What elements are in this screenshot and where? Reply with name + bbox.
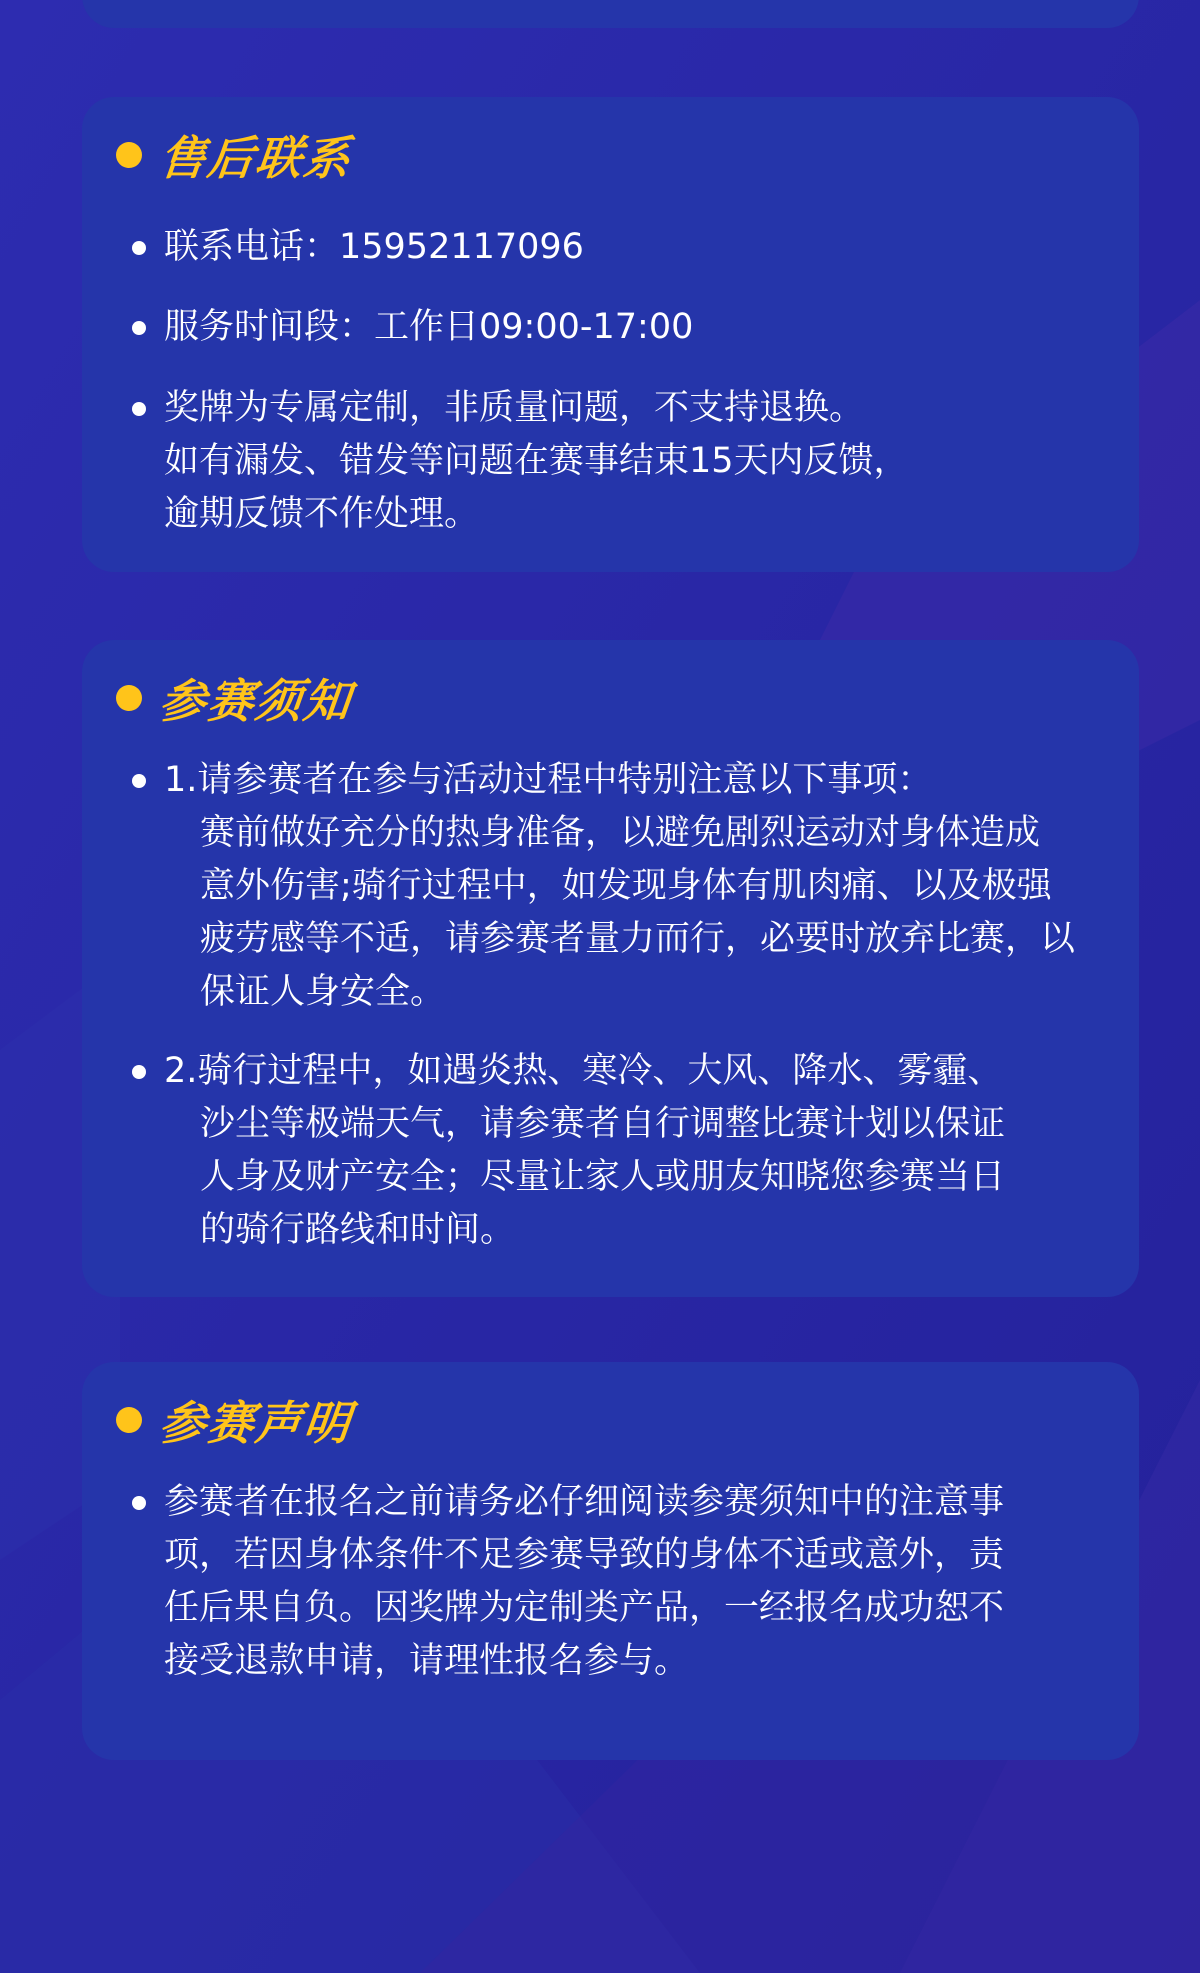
item-line: 奖牌为专属定制，非质量问题，不支持退换。	[164, 388, 865, 428]
section-header	[116, 668, 355, 728]
bullet-icon	[132, 402, 146, 416]
item-line: 2.骑行过程中，如遇炎热、寒冷、大风、降水、雾霾、	[164, 1051, 1003, 1091]
item-sub-line: 意外伤害;骑行过程中，如发现身体有肌肉痛、以及极强	[200, 866, 1052, 906]
section-dot-icon	[116, 1407, 142, 1433]
section-title: 售后联系	[156, 131, 355, 185]
list-item	[132, 221, 584, 274]
item-sub-line: 人身及财产安全；尽量让家人或朋友知晓您参赛当日	[200, 1157, 1006, 1197]
list-item	[132, 382, 909, 541]
section-title: 参赛声明	[156, 1396, 355, 1450]
participation-statement-card	[82, 1362, 1139, 1760]
item-line: 接受退款申请，请理性报名参与。	[164, 1641, 690, 1681]
list-item	[132, 301, 693, 354]
section-dot-icon	[116, 142, 142, 168]
item-line: 任后果自负。因奖牌为定制类产品，一经报名成功恕不	[164, 1588, 1005, 1628]
item-sub-line: 保证人身安全。	[200, 972, 446, 1012]
item-sub-line: 沙尘等极端天气，请参赛者自行调整比赛计划以保证	[200, 1104, 1006, 1144]
item-line: 如有漏发、错发等问题在赛事结束15天内反馈，	[164, 441, 909, 481]
bullet-icon	[132, 321, 146, 335]
bullet-icon	[132, 1065, 146, 1079]
previous-card	[82, 0, 1139, 28]
item-line: 1.请参赛者在参与活动过程中特别注意以下事项：	[164, 760, 933, 800]
participant-notice-card	[82, 640, 1139, 1297]
bullet-icon	[132, 774, 146, 788]
after-sales-card	[82, 97, 1139, 572]
item-sub-line: 疲劳感等不适，请参赛者量力而行，必要时放弃比赛，以	[200, 919, 1076, 959]
item-line: 联系电话：15952117096	[164, 227, 584, 267]
list-item	[132, 1476, 1004, 1688]
item-sub-line: 赛前做好充分的热身准备，以避免剧烈运动对身体造成	[200, 813, 1041, 853]
item-line: 服务时间段：工作日09:00-17:00	[164, 307, 694, 347]
section-header	[116, 1390, 355, 1450]
bullet-icon	[132, 1496, 146, 1510]
list-item	[132, 754, 1075, 1019]
section-dot-icon	[116, 685, 142, 711]
section-title: 参赛须知	[156, 674, 355, 728]
item-line: 项，若因身体条件不足参赛导致的身体不适或意外，责	[164, 1535, 1005, 1575]
bullet-icon	[132, 241, 146, 255]
list-item	[132, 1045, 1005, 1257]
section-header	[116, 125, 355, 185]
item-line: 逾期反馈不作处理。	[164, 494, 480, 534]
item-line: 参赛者在报名之前请务必仔细阅读参赛须知中的注意事	[164, 1482, 1005, 1522]
item-sub-line: 的骑行路线和时间。	[200, 1210, 516, 1250]
